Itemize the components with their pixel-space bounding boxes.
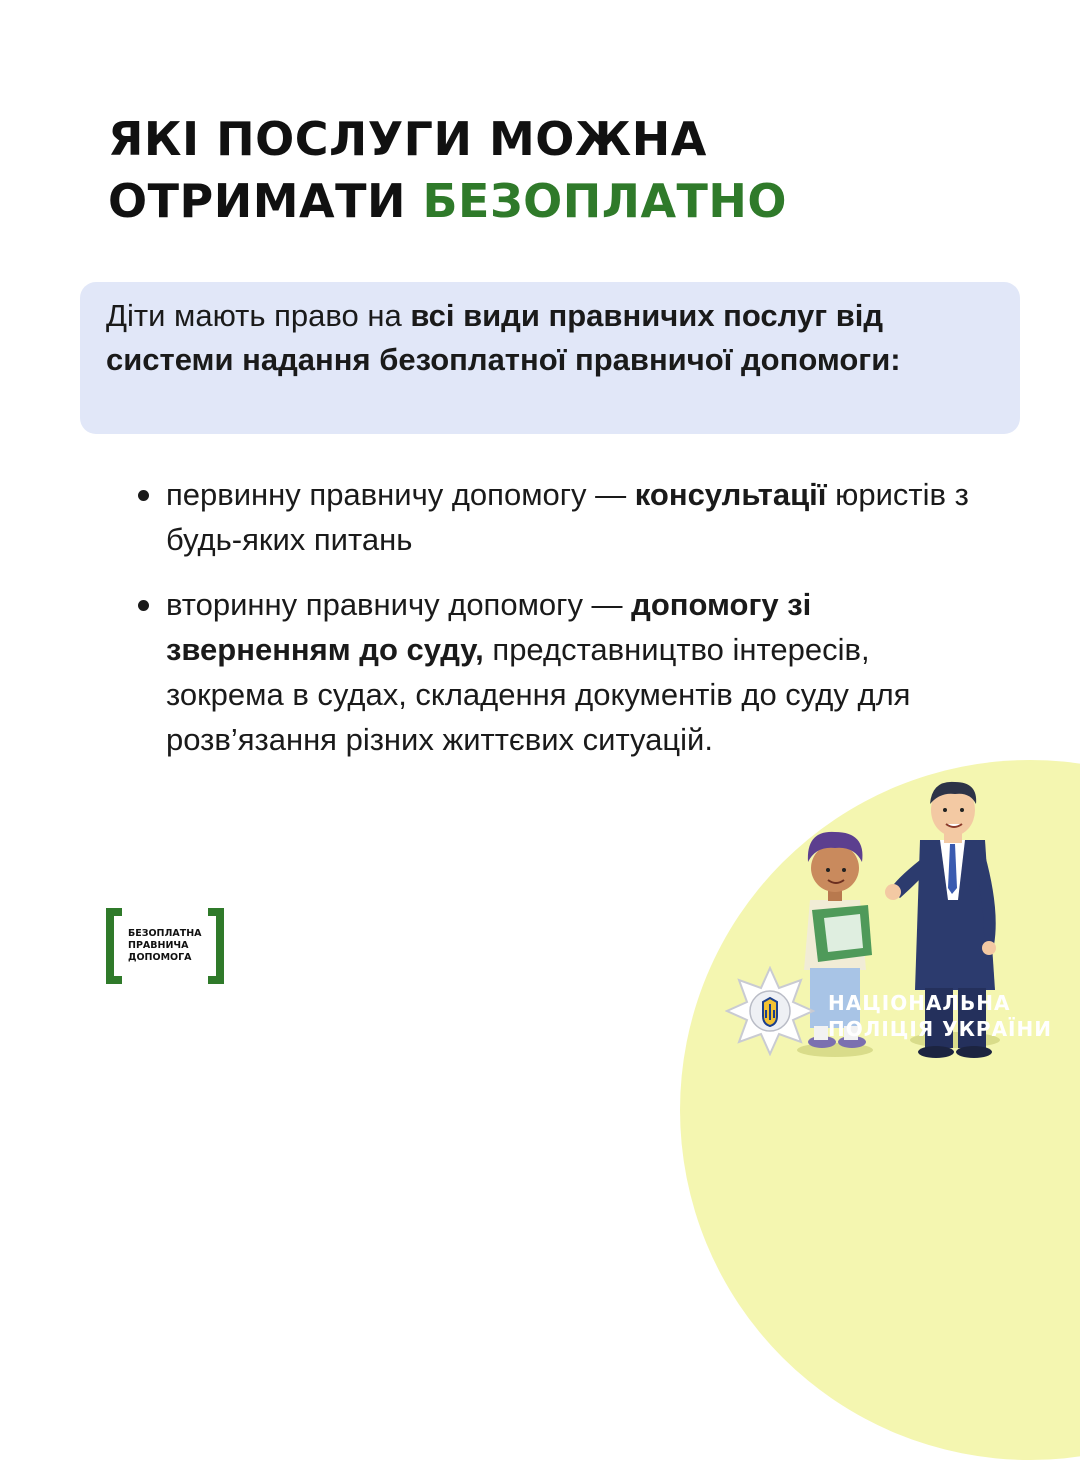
free-legal-aid-logo: [106, 908, 224, 984]
police-star-icon: [725, 966, 815, 1056]
list-item: [130, 582, 980, 762]
list-item-text: юристів з будь-яких питань: [166, 477, 969, 557]
bullet-icon: [138, 490, 149, 501]
bracket-right-icon: [208, 908, 224, 984]
title-line-2: ОТРИМАТИ: [108, 174, 423, 228]
police-logo-text: НАЦІОНАЛЬНА ПОЛІЦІЯ УКРАЇНИ: [828, 991, 1052, 1041]
list-item-bold: консультації: [634, 477, 827, 512]
list-item-text: первинну правничу допомогу —: [166, 477, 635, 512]
list-item-bold: допомогу зі зверненням до суду,: [166, 587, 812, 667]
list-item-text: представництво інтересів, зокрема в судах, складення документів до суду для розв’язання різних життєвих ситуацій.: [166, 632, 911, 757]
info-text: Діти мають право на: [106, 298, 411, 333]
info-box: [80, 282, 1020, 434]
list-item-text: вторинну правничу допомогу —: [166, 587, 632, 622]
title-accent: БЕЗОПЛАТНО: [422, 174, 788, 228]
bracket-left-icon: [106, 908, 122, 984]
bullet-icon: [138, 600, 149, 611]
title-line-1: ЯКІ ПОСЛУГИ МОЖНА: [108, 112, 707, 166]
logo-text: БЕЗОПЛАТНА ПРАВНИЧА ДОПОМОГА: [128, 928, 202, 963]
list-item: [130, 472, 980, 562]
info-text-bold: всі види правничих послуг від системи надання безоплатної правничої допомоги:: [106, 298, 901, 377]
page-title: [108, 108, 968, 232]
services-list: [130, 472, 980, 782]
